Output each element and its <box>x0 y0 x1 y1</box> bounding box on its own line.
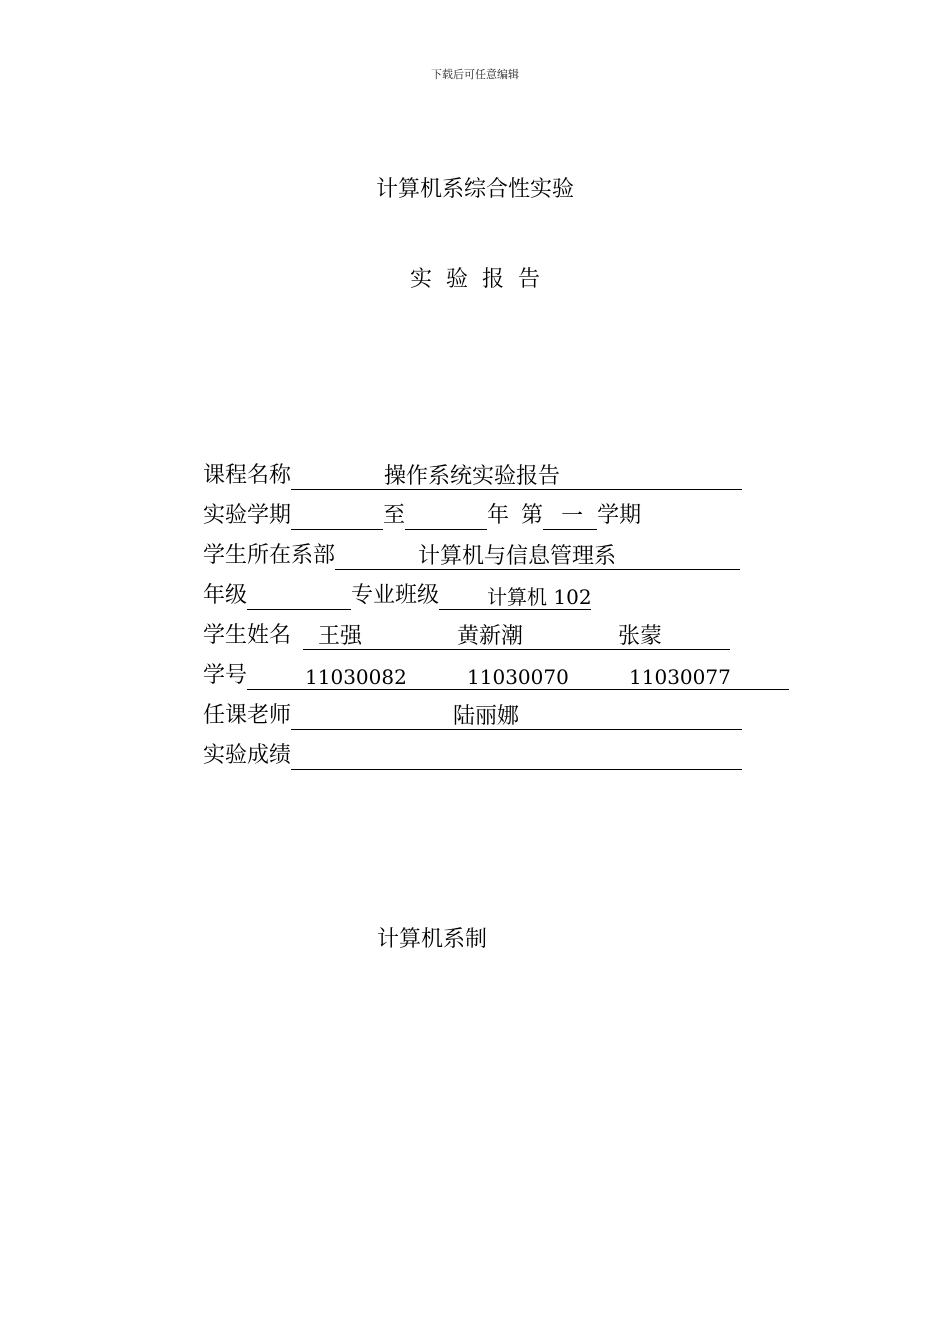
student-id-2: 11030070 <box>467 665 569 689</box>
score-row <box>203 730 803 770</box>
term-end-field <box>405 503 487 530</box>
teacher-label: 任课老师 <box>203 703 292 728</box>
grade-label: 年级 <box>203 583 248 608</box>
course-row <box>203 450 803 490</box>
teacher-field <box>291 703 742 730</box>
term-suffix: 学期 <box>597 503 642 528</box>
dept-field <box>335 543 740 570</box>
dept-row <box>203 530 803 570</box>
course-label: 课程名称 <box>203 463 292 488</box>
student-id-1: 11030082 <box>305 665 407 689</box>
term-field <box>543 503 597 530</box>
term-row <box>203 490 803 530</box>
student-name-3: 张蒙 <box>618 624 663 649</box>
class-label: 专业班级 <box>351 583 440 608</box>
term-year: 年 <box>487 503 510 528</box>
term-di: 第 <box>521 503 544 528</box>
term-start-field <box>291 503 383 530</box>
name-field <box>303 623 730 650</box>
score-label: 实验成绩 <box>203 743 292 768</box>
footer-dept: 计算机系制 <box>377 927 488 952</box>
id-row <box>203 650 803 690</box>
header-note: 下载后可任意编辑 <box>431 68 519 81</box>
id-label: 学号 <box>203 663 248 688</box>
course-field <box>291 463 742 490</box>
teacher-row <box>203 690 803 730</box>
student-name-2: 黄新潮 <box>457 624 524 649</box>
grade-field <box>247 583 351 610</box>
course-value: 操作系统实验报告 <box>384 464 561 489</box>
title-sub: 实验报告 <box>409 267 554 292</box>
class-value: 计算机 102 <box>487 585 592 609</box>
term-label: 实验学期 <box>203 503 292 528</box>
grade-row <box>203 570 803 610</box>
title-main: 计算机系综合性实验 <box>375 177 574 202</box>
term-to: 至 <box>383 503 406 528</box>
term-value: 一 <box>561 504 584 529</box>
name-row <box>203 610 803 650</box>
name-label: 学生姓名 <box>203 623 292 648</box>
teacher-value: 陆丽娜 <box>453 704 520 729</box>
dept-label: 学生所在系部 <box>203 543 336 568</box>
score-field <box>291 743 742 770</box>
report-form <box>203 450 803 770</box>
student-name-1: 王强 <box>318 624 363 649</box>
dept-value: 计算机与信息管理系 <box>418 544 617 569</box>
id-field <box>247 663 789 690</box>
student-id-3: 11030077 <box>629 665 731 689</box>
class-field <box>439 583 591 610</box>
